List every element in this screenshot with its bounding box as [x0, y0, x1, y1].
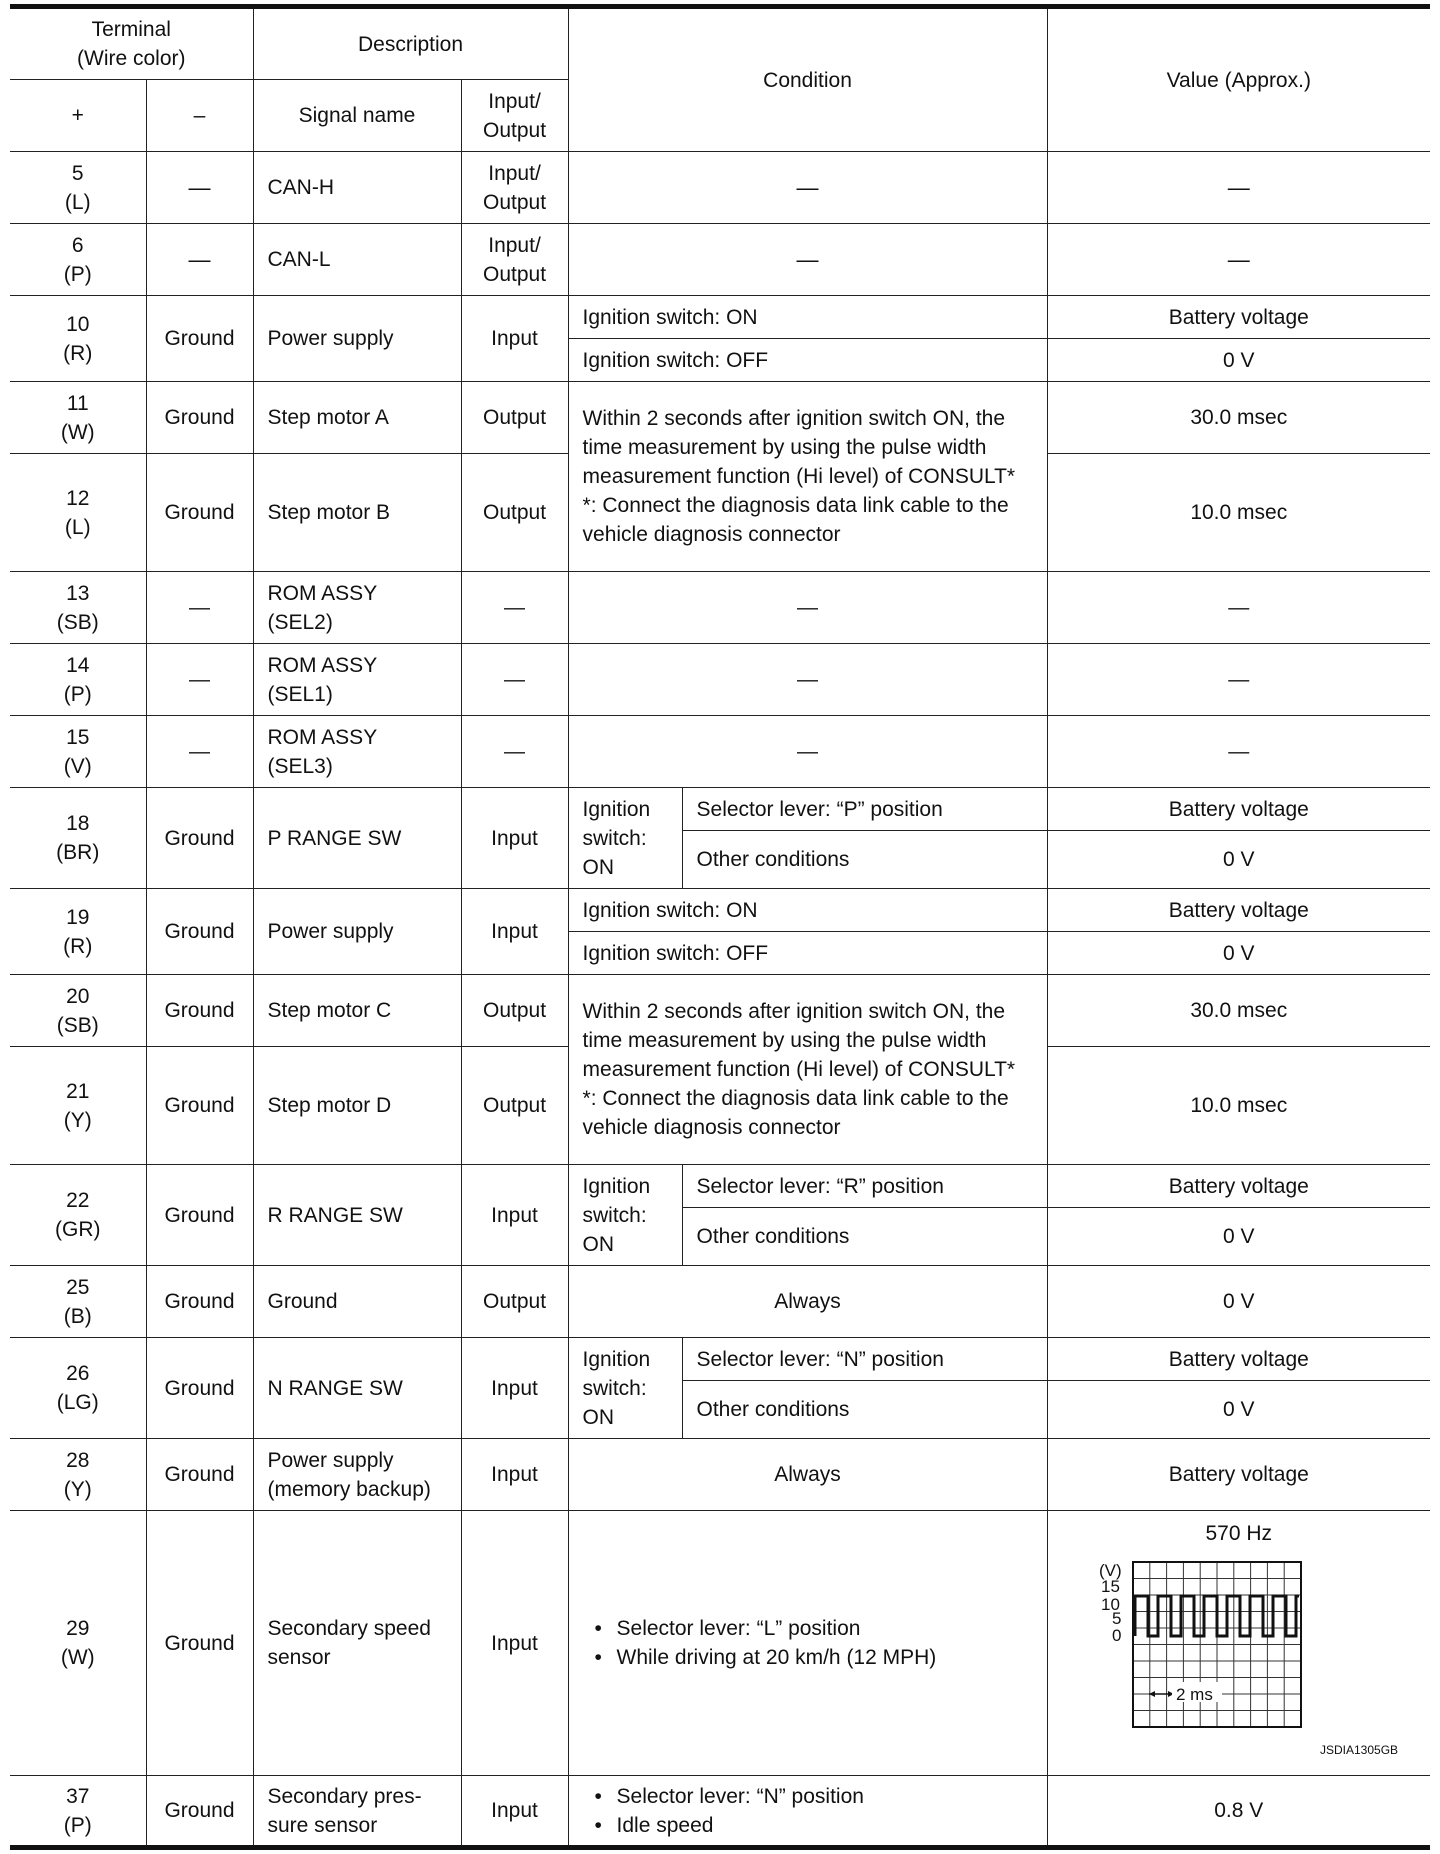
- condition-cell: —: [568, 224, 1047, 296]
- value-cell: 0 V: [1047, 339, 1430, 382]
- value-cell: 0 V: [1047, 831, 1430, 889]
- terminal-cell: 22 (GR): [10, 1165, 146, 1266]
- terminal-cell: 5 (L): [10, 152, 146, 224]
- io-cell: Input: [461, 1338, 568, 1439]
- negative-cell: —: [146, 716, 253, 788]
- negative-cell: Ground: [146, 1165, 253, 1266]
- negative-cell: —: [146, 644, 253, 716]
- terminal-cell: 25 (B): [10, 1266, 146, 1338]
- io-cell: Input: [461, 788, 568, 889]
- condition-cell: Ignition switch: OFF: [568, 339, 1047, 382]
- header-signal-name: Signal name: [253, 80, 461, 152]
- table-row: [10, 296, 1430, 339]
- io-cell: Input: [461, 1776, 568, 1848]
- condition-item: • Selector lever: “N” position: [595, 1782, 1039, 1811]
- oscilloscope-svg: [1099, 1554, 1379, 1734]
- condition-cell: —: [568, 644, 1047, 716]
- io-cell: Output: [461, 382, 568, 454]
- signal-cell: Step motor A: [253, 382, 461, 454]
- negative-cell: Ground: [146, 1047, 253, 1165]
- negative-cell: Ground: [146, 454, 253, 572]
- signal-cell: R RANGE SW: [253, 1165, 461, 1266]
- signal-cell: N RANGE SW: [253, 1338, 461, 1439]
- condition-cell: Selector lever: “P” position: [682, 788, 1047, 831]
- signal-cell: Power supply: [253, 889, 461, 975]
- io-cell: Input: [461, 1511, 568, 1776]
- scope-unit-label: (V): [1098, 1561, 1122, 1580]
- negative-cell: Ground: [146, 382, 253, 454]
- terminal-cell: 19 (R): [10, 889, 146, 975]
- io-cell: Input: [461, 889, 568, 975]
- table-row: [10, 644, 1430, 716]
- scope-y-label-15: 15: [1100, 1577, 1120, 1596]
- condition-cell: —: [568, 572, 1047, 644]
- io-cell: Output: [461, 1266, 568, 1338]
- header-row-1: [10, 7, 1430, 80]
- value-cell: —: [1047, 152, 1430, 224]
- condition-cell: Within 2 seconds after ignition switch ON, the time measurement by using the pulse width measurement function (Hi level) of CONSULT* *: Connect the diagnosis data link cable to the vehicle diagnosis connector: [568, 382, 1047, 572]
- negative-cell: Ground: [146, 1338, 253, 1439]
- terminal-cell: 12 (L): [10, 454, 146, 572]
- table-row: [10, 889, 1430, 932]
- condition-cell: Other conditions: [682, 1381, 1047, 1439]
- signal-cell: ROM ASSY (SEL3): [253, 716, 461, 788]
- signal-cell: CAN-H: [253, 152, 461, 224]
- condition-cell: —: [568, 152, 1047, 224]
- condition-list: [577, 1614, 1039, 1672]
- condition-cell: Within 2 seconds after ignition switch ON, the time measurement by using the pulse width measurement function (Hi level) of CONSULT* *: Connect the diagnosis data link cable to the vehicle diagnosis connector: [568, 975, 1047, 1165]
- io-cell: Input: [461, 1439, 568, 1511]
- condition-cell: —: [568, 716, 1047, 788]
- io-cell: Input/ Output: [461, 152, 568, 224]
- value-cell: 0 V: [1047, 1266, 1430, 1338]
- value-cell: [1047, 1511, 1430, 1776]
- terminal-cell: 28 (Y): [10, 1439, 146, 1511]
- value-cell: —: [1047, 644, 1430, 716]
- value-cell: Battery voltage: [1047, 1165, 1430, 1208]
- value-cell: Battery voltage: [1047, 1338, 1430, 1381]
- signal-cell: ROM ASSY (SEL2): [253, 572, 461, 644]
- condition-cell: Always: [568, 1439, 1047, 1511]
- negative-cell: Ground: [146, 1266, 253, 1338]
- scope-y-label-5: 5: [1111, 1609, 1122, 1628]
- terminal-cell: 21 (Y): [10, 1047, 146, 1165]
- ignition-cell: Ignition switch: ON: [568, 1338, 682, 1439]
- io-cell: Input/ Output: [461, 224, 568, 296]
- table-row: [10, 788, 1430, 831]
- header-terminal: Terminal (Wire color): [10, 7, 253, 80]
- value-cell: 0 V: [1047, 1208, 1430, 1266]
- condition-cell: Ignition switch: OFF: [568, 932, 1047, 975]
- terminal-cell: 13 (SB): [10, 572, 146, 644]
- terminal-cell: 29 (W): [10, 1511, 146, 1776]
- negative-cell: Ground: [146, 296, 253, 382]
- header-io: Input/ Output: [461, 80, 568, 152]
- terminal-cell: 37 (P): [10, 1776, 146, 1848]
- negative-cell: —: [146, 152, 253, 224]
- table-row: [10, 1776, 1430, 1848]
- value-cell: Battery voltage: [1047, 1439, 1430, 1511]
- negative-cell: —: [146, 572, 253, 644]
- table-row: [10, 224, 1430, 296]
- header-minus: –: [146, 80, 253, 152]
- negative-cell: Ground: [146, 889, 253, 975]
- condition-cell: Other conditions: [682, 831, 1047, 889]
- condition-cell: Always: [568, 1266, 1047, 1338]
- condition-cell: Other conditions: [682, 1208, 1047, 1266]
- negative-cell: Ground: [146, 975, 253, 1047]
- signal-cell: ROM ASSY (SEL1): [253, 644, 461, 716]
- scope-waveform: [1135, 1596, 1299, 1636]
- condition-cell: [568, 1776, 1047, 1848]
- oscilloscope-figure: [1099, 1554, 1379, 1734]
- header-description: Description: [253, 7, 568, 80]
- table-row: [10, 1338, 1430, 1381]
- negative-cell: Ground: [146, 1439, 253, 1511]
- scope-time-label: 2 ms: [1175, 1685, 1213, 1704]
- table-row: [10, 975, 1430, 1047]
- value-cell: 0 V: [1047, 1381, 1430, 1439]
- value-cell: 10.0 msec: [1047, 1047, 1430, 1165]
- table-row: [10, 382, 1430, 454]
- scope-time-scale: [1149, 1682, 1222, 1704]
- table-row: [10, 1511, 1430, 1776]
- condition-item: • Selector lever: “L” position: [595, 1614, 1039, 1643]
- negative-cell: —: [146, 224, 253, 296]
- value-cell: Battery voltage: [1047, 788, 1430, 831]
- signal-cell: Power supply (memory backup): [253, 1439, 461, 1511]
- io-cell: —: [461, 572, 568, 644]
- table-row: [10, 1266, 1430, 1338]
- value-cell: 0.8 V: [1047, 1776, 1430, 1848]
- condition-cell: Ignition switch: ON: [568, 889, 1047, 932]
- signal-cell: Ground: [253, 1266, 461, 1338]
- figure-id: JSDIA1305GB: [1319, 1743, 1399, 1757]
- value-cell: 0 V: [1047, 932, 1430, 975]
- ignition-cell: Ignition switch: ON: [568, 788, 682, 889]
- header-plus: +: [10, 80, 146, 152]
- table-row: [10, 152, 1430, 224]
- table-row: [10, 1439, 1430, 1511]
- condition-item: • While driving at 20 km/h (12 MPH): [595, 1643, 1039, 1672]
- io-cell: Output: [461, 975, 568, 1047]
- signal-cell: CAN-L: [253, 224, 461, 296]
- value-cell: 30.0 msec: [1047, 975, 1430, 1047]
- value-cell: 30.0 msec: [1047, 382, 1430, 454]
- terminal-cell: 15 (V): [10, 716, 146, 788]
- signal-cell: Step motor B: [253, 454, 461, 572]
- scope-y-label-10: 10: [1100, 1595, 1120, 1614]
- condition-cell: Selector lever: “R” position: [682, 1165, 1047, 1208]
- terminal-value-table-page: [10, 4, 1430, 1850]
- frequency-value: 570 Hz: [1205, 1522, 1273, 1545]
- header-condition: Condition: [568, 7, 1047, 152]
- signal-cell: Step motor C: [253, 975, 461, 1047]
- condition-cell: [568, 1511, 1047, 1776]
- terminal-cell: 10 (R): [10, 296, 146, 382]
- signal-cell: P RANGE SW: [253, 788, 461, 889]
- io-cell: Output: [461, 1047, 568, 1165]
- io-cell: Output: [461, 454, 568, 572]
- signal-cell: Secondary pres- sure sensor: [253, 1776, 461, 1848]
- negative-cell: Ground: [146, 1776, 253, 1848]
- terminal-value-table: [10, 4, 1430, 1850]
- table-row: [10, 1165, 1430, 1208]
- io-cell: Input: [461, 296, 568, 382]
- terminal-cell: 14 (P): [10, 644, 146, 716]
- io-cell: —: [461, 716, 568, 788]
- condition-cell: Ignition switch: ON: [568, 296, 1047, 339]
- scope-grid: [1133, 1562, 1301, 1727]
- io-cell: Input: [461, 1165, 568, 1266]
- condition-cell: Selector lever: “N” position: [682, 1338, 1047, 1381]
- io-cell: —: [461, 644, 568, 716]
- terminal-cell: 20 (SB): [10, 975, 146, 1047]
- table-row: [10, 572, 1430, 644]
- terminal-cell: 18 (BR): [10, 788, 146, 889]
- terminal-cell: 26 (LG): [10, 1338, 146, 1439]
- scope-y-label-0: 0: [1111, 1626, 1122, 1645]
- value-cell: Battery voltage: [1047, 889, 1430, 932]
- ignition-cell: Ignition switch: ON: [568, 1165, 682, 1266]
- value-cell: —: [1047, 716, 1430, 788]
- value-cell: —: [1047, 572, 1430, 644]
- signal-cell: Power supply: [253, 296, 461, 382]
- condition-item: • Idle speed: [595, 1811, 1039, 1840]
- condition-list: [577, 1782, 1039, 1840]
- value-cell: 10.0 msec: [1047, 454, 1430, 572]
- negative-cell: Ground: [146, 1511, 253, 1776]
- value-cell: —: [1047, 224, 1430, 296]
- value-cell: Battery voltage: [1047, 296, 1430, 339]
- signal-cell: Step motor D: [253, 1047, 461, 1165]
- terminal-cell: 11 (W): [10, 382, 146, 454]
- table-row: [10, 716, 1430, 788]
- signal-cell: Secondary speed sensor: [253, 1511, 461, 1776]
- terminal-cell: 6 (P): [10, 224, 146, 296]
- negative-cell: Ground: [146, 788, 253, 889]
- header-value: Value (Approx.): [1047, 7, 1430, 152]
